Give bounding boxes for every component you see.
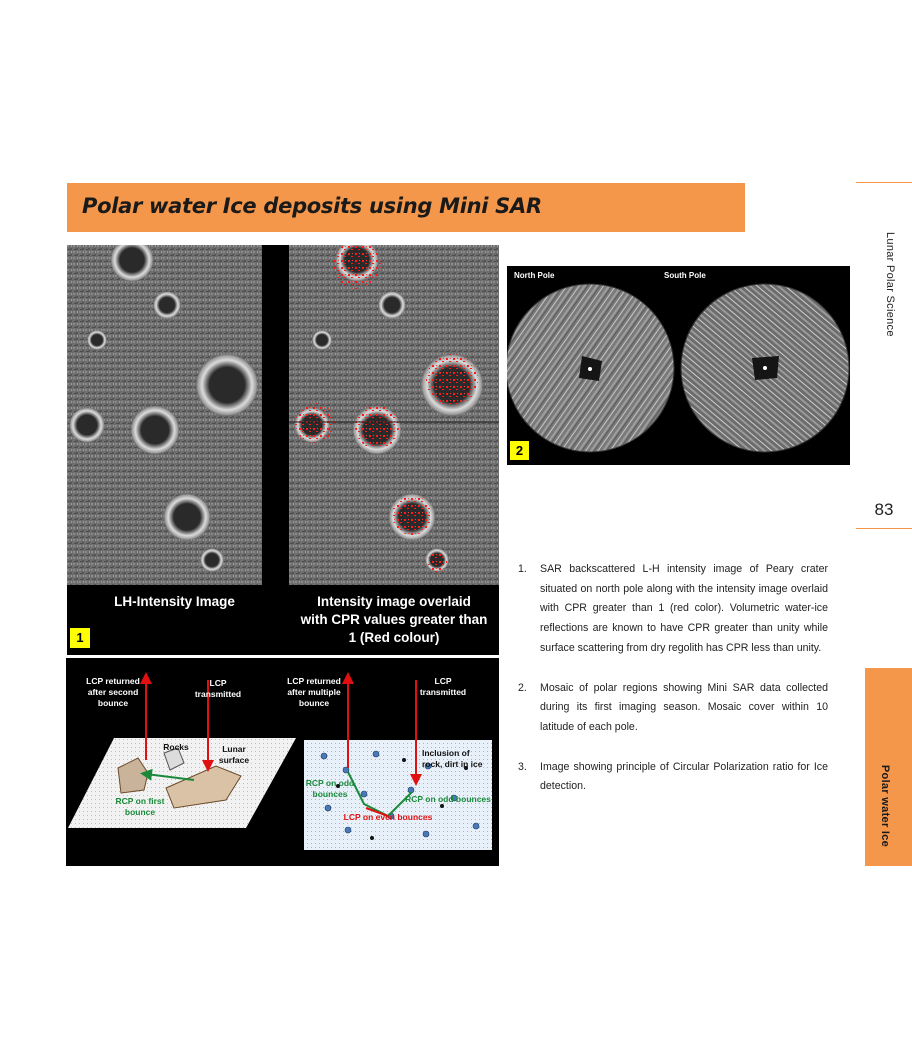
label-rcp-odd-right: RCP on odd bounces — [405, 794, 491, 804]
note-item — [518, 560, 828, 659]
label-rcp-odd-left: RCP on odd bounces — [305, 778, 355, 799]
note-item — [518, 758, 828, 797]
caption-cpr-line1: Intensity image overlaid — [317, 594, 471, 609]
figure-polar-mosaic — [507, 266, 850, 465]
label-inclusion-rock-dirt: Inclusion of rock, dirt in ice — [422, 748, 483, 769]
lh-intensity-image — [67, 245, 262, 585]
note-item — [518, 679, 828, 738]
label-lcp-transmitted-left: LCP transmitted — [194, 678, 242, 699]
note-number: 1. — [518, 563, 527, 575]
label-lcp-returned-second: LCP returned after second bounce — [86, 676, 140, 708]
figure-number-badge: 2 — [509, 440, 530, 461]
note-number: 3. — [518, 760, 527, 773]
polar-mosaic-images — [507, 266, 850, 465]
note-text: Image showing principle of Circular Polarization ratio for Ice detection. — [540, 760, 828, 793]
section-tab-label: Polar water Ice — [879, 764, 891, 848]
south-pole-label: South Pole — [660, 269, 710, 282]
page-title: Polar water Ice deposits using Mini SAR — [82, 194, 542, 218]
label-rcp-first-bounce: RCP on first bounce — [115, 796, 165, 817]
label-lcp-even-bounces: LCP on even bounces — [343, 812, 433, 822]
label-lcp-returned-multiple: LCP returned after multiple bounce — [287, 676, 341, 708]
chapter-label: Lunar Polar Science — [884, 232, 896, 337]
label-lcp-transmitted-right: LCP transmitted — [419, 676, 467, 697]
chapter-divider-line — [856, 182, 912, 183]
south-pole-mosaic — [681, 284, 849, 452]
note-text: SAR backscattered L-H intensity image of Peary crater situated on north pole along with the intensity image overlaid with CPR greater than 1 (red color). Volumetric water-ice reflections are known to have CPR greater than unity while surface scattering from dry regolith has CPR less than unity. — [540, 563, 828, 654]
caption-lh-intensity: LH-Intensity Image — [114, 594, 235, 609]
caption-cpr-line3: 1 (Red colour) — [348, 630, 440, 645]
page-number-line — [856, 528, 912, 529]
note-number: 2. — [518, 681, 527, 694]
north-pole-mosaic — [507, 284, 674, 452]
page-number: 83 — [874, 500, 894, 519]
north-pole-label: North Pole — [510, 269, 558, 282]
label-lunar-surface: Lunar surface — [218, 744, 250, 765]
cpr-overlay-image — [289, 245, 499, 585]
label-rocks: Rocks — [163, 742, 189, 752]
figure-number-badge: 1 — [69, 627, 91, 649]
note-text: Mosaic of polar regions showing Mini SAR data collected during its first imaging season. Mosaic cover within 10 latitude of each pole. — [540, 681, 828, 733]
figure-cpr-principle — [66, 658, 499, 866]
caption-cpr-line2: with CPR values greater than — [300, 612, 488, 627]
figure-notes-list — [518, 560, 828, 817]
caption-cpr-overlay — [289, 593, 499, 647]
figure-peary-crater — [67, 245, 499, 655]
